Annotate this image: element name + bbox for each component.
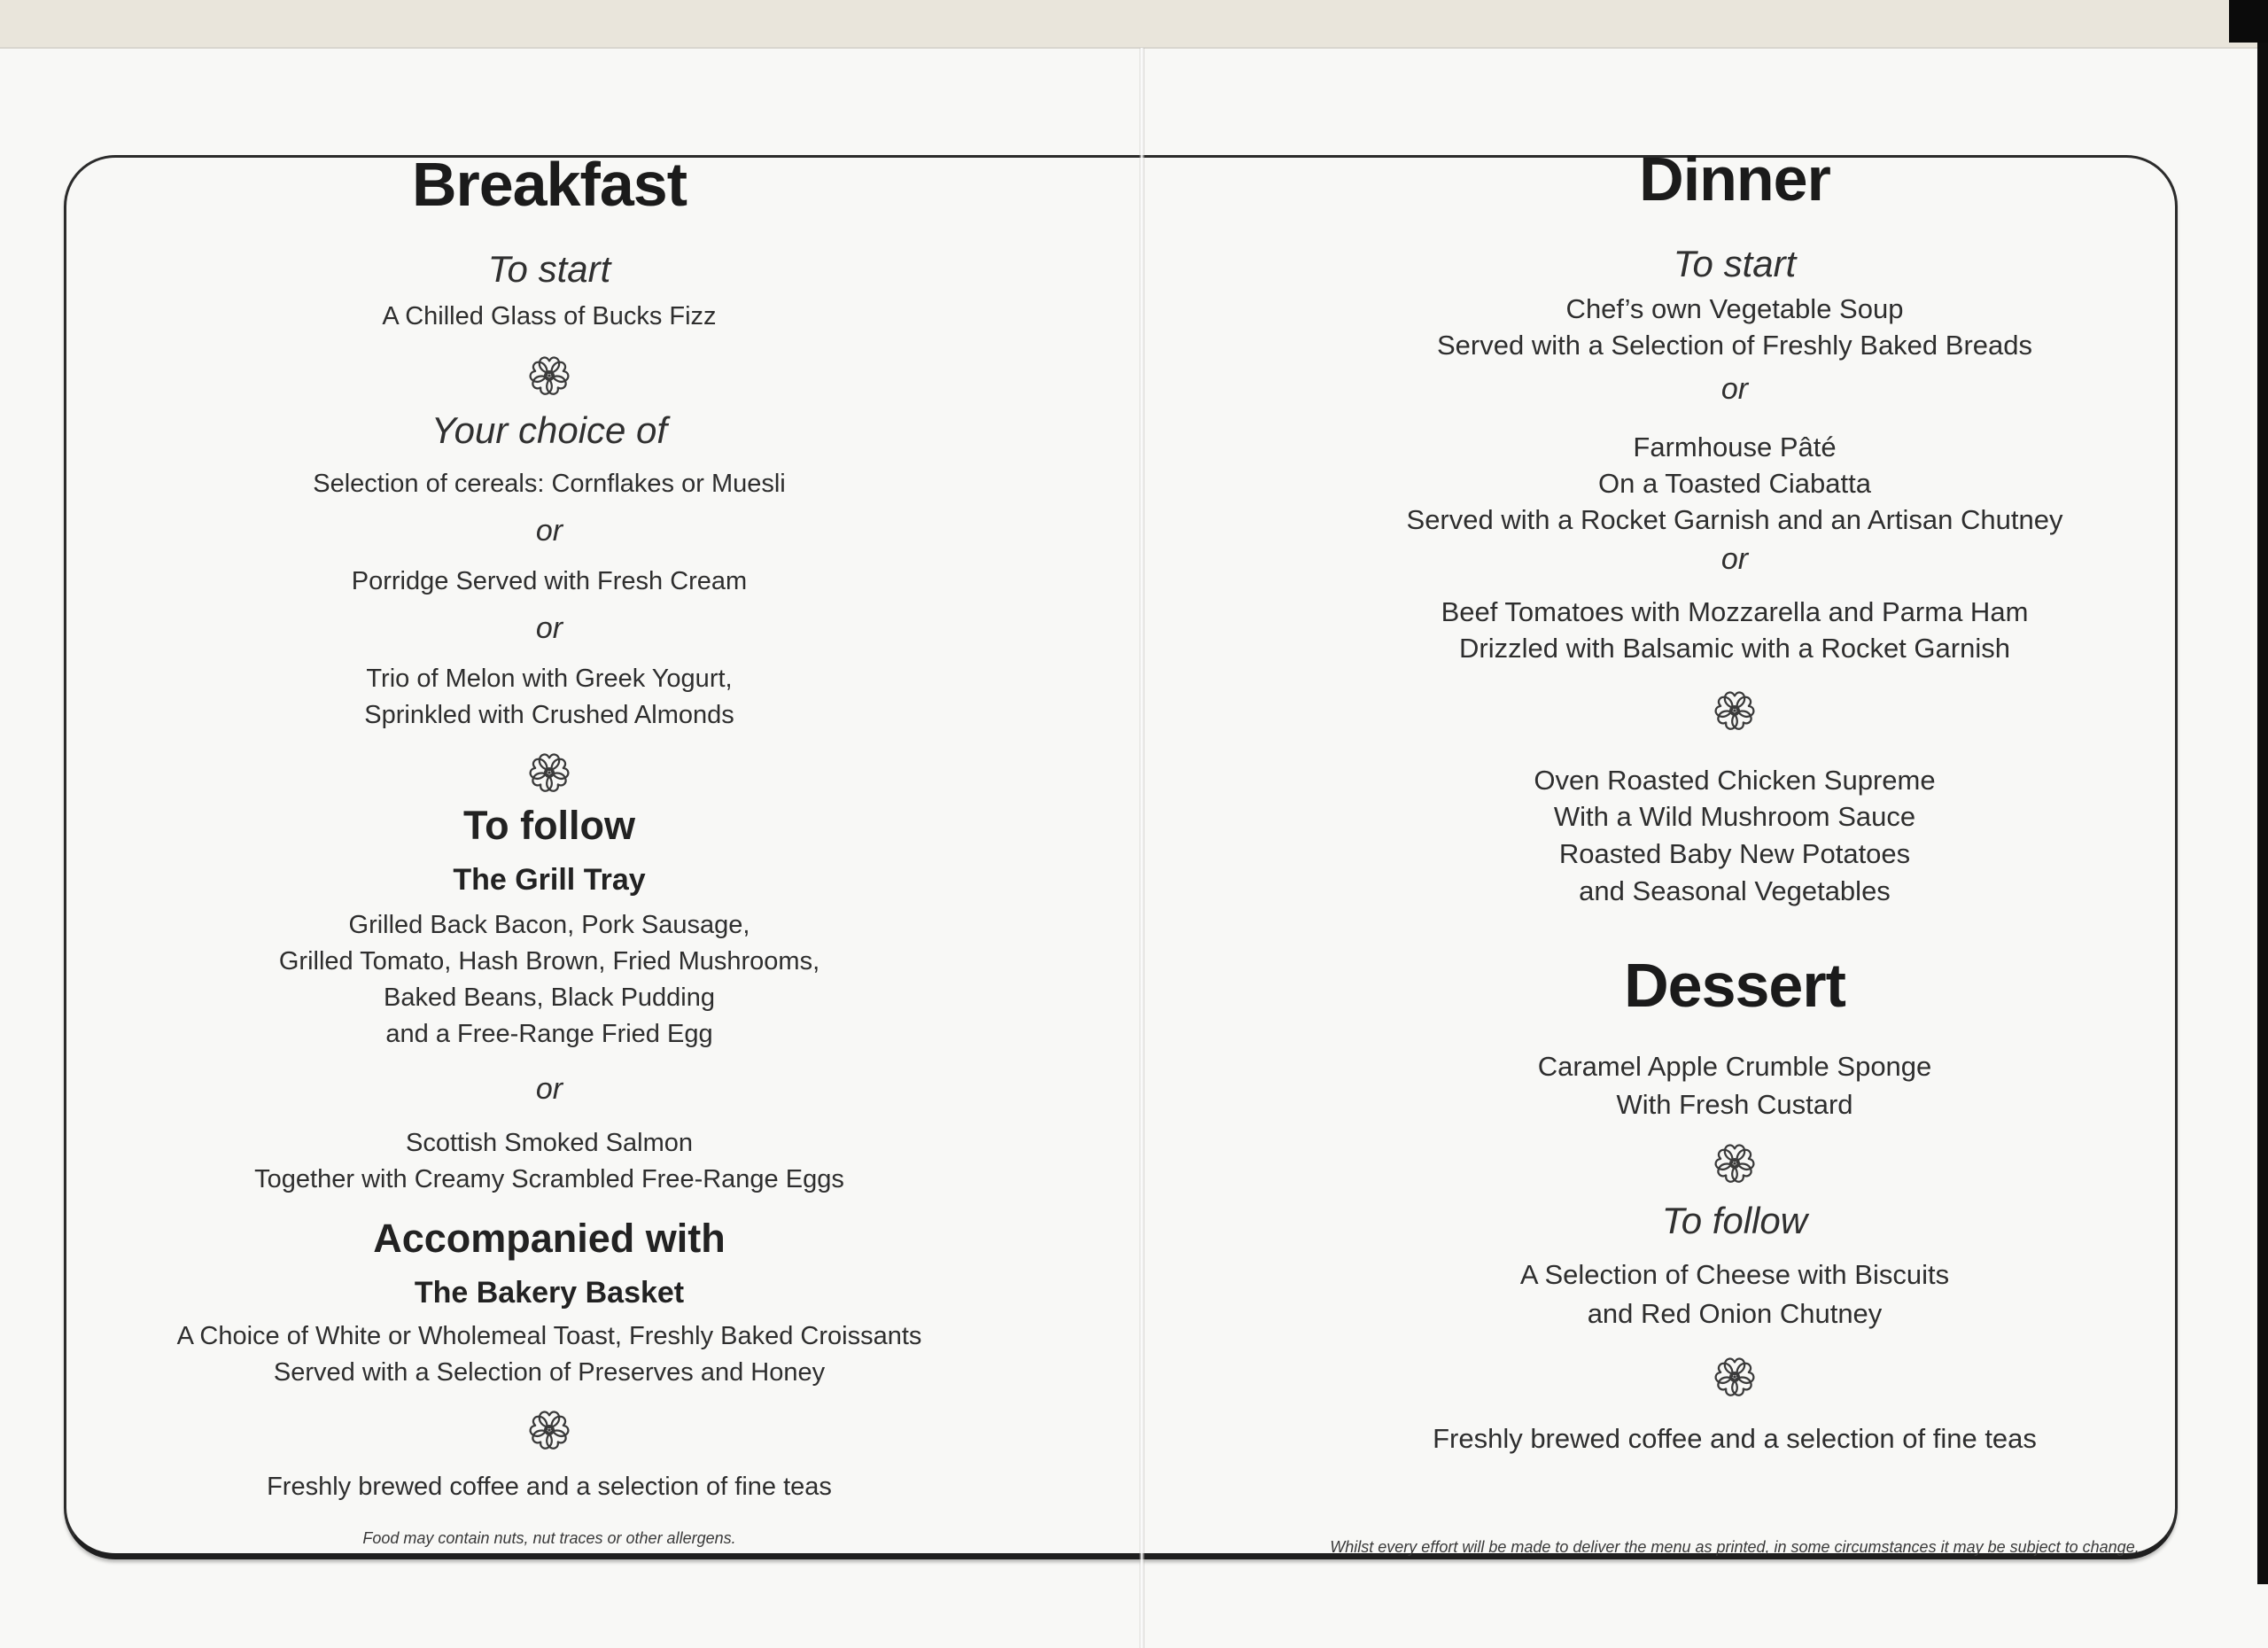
menu-item: With Fresh Custard <box>1616 1089 1853 1120</box>
menu-item: Sprinkled with Crushed Almonds <box>364 701 734 729</box>
menu-item: and a Free-Range Fried Egg <box>385 1020 713 1048</box>
or-separator: or <box>1720 372 1749 406</box>
menu-item: On a Toasted Ciabatta <box>1598 468 1871 499</box>
dessert-title: Dessert <box>1624 951 1845 1020</box>
scanner-bed-strip <box>0 0 2268 48</box>
breakfast-to-follow-label: To follow <box>462 803 636 848</box>
dinner-title: Dinner <box>1639 144 1830 214</box>
menu-item: Together with Creamy Scrambled Free-Range Eggs <box>254 1165 844 1193</box>
menu-item: Served with a Selection of Preserves and Honey <box>273 1358 826 1387</box>
menu-item: Oven Roasted Chicken Supreme <box>1534 765 1936 796</box>
flower-ornament-icon <box>1712 688 1758 734</box>
page-top-edge <box>0 47 2268 49</box>
menu-item: Freshly brewed coffee and a selection of fine teas <box>1433 1423 2037 1454</box>
menu-item: Caramel Apple Crumble Sponge <box>1537 1051 1932 1082</box>
flower-ornament-icon <box>526 1407 572 1453</box>
menu-item: Farmhouse Pâté <box>1633 431 1837 463</box>
breakfast-to-start-label: To start <box>487 248 611 290</box>
flower-ornament-icon <box>1712 1140 1758 1186</box>
grill-tray-heading: The Grill Tray <box>453 863 646 897</box>
fold-crease <box>1139 48 1145 1648</box>
flower-ornament-icon <box>526 353 572 399</box>
menu-item: Chef’s own Vegetable Soup <box>1565 293 1904 324</box>
menu-item: Baked Beans, Black Pudding <box>383 983 716 1012</box>
flower-ornament-icon <box>1712 1354 1758 1400</box>
or-separator: or <box>535 514 563 548</box>
menu-item: and Seasonal Vegetables <box>1579 875 1891 906</box>
breakfast-title: Breakfast <box>411 150 687 219</box>
scanner-dark-edge <box>2257 0 2268 1584</box>
menu-item: Drizzled with Balsamic with a Rocket Garnish <box>1459 633 2010 664</box>
menu-item: Served with a Selection of Freshly Baked Breads <box>1436 330 2033 361</box>
menu-item: A Selection of Cheese with Biscuits <box>1519 1259 1950 1290</box>
menu-item: Trio of Melon with Greek Yogurt, <box>366 665 733 693</box>
accompanied-with-heading: Accompanied with <box>373 1216 726 1261</box>
or-separator: or <box>1720 542 1749 576</box>
dessert-to-follow-label: To follow <box>1661 1200 1808 1241</box>
menu-item: A Choice of White or Wholemeal Toast, Freshly Baked Croissants <box>176 1322 922 1350</box>
menu-item: Beef Tomatoes with Mozzarella and Parma Ham <box>1441 596 2029 627</box>
flower-ornament-icon <box>526 750 572 796</box>
menu-item: Porridge Served with Fresh Cream <box>351 567 748 595</box>
menu-item: Scottish Smoked Salmon <box>406 1129 693 1157</box>
allergen-footnote: Food may contain nuts, nut traces or other allergens. <box>362 1529 736 1547</box>
breakfast-your-choice-label: Your choice of <box>431 409 668 451</box>
bakery-basket-heading: The Bakery Basket <box>414 1276 685 1310</box>
menu-item: Selection of cereals: Cornflakes or Muesli <box>313 470 786 498</box>
menu-item: Grilled Back Bacon, Pork Sausage, <box>348 911 750 939</box>
menu-item: and Red Onion Chutney <box>1587 1298 1883 1329</box>
menu-item: Served with a Rocket Garnish and an Artisan Chutney <box>1406 504 2063 535</box>
menu-item: Roasted Baby New Potatoes <box>1558 838 1911 869</box>
or-separator: or <box>535 611 563 645</box>
dinner-to-start-label: To start <box>1673 243 1797 284</box>
menu-item: A Chilled Glass of Bucks Fizz <box>382 302 717 330</box>
menu-change-footnote: Whilst every effort will be made to deliver the menu as printed, in some circumstances it may be subject to change. <box>1330 1538 2140 1556</box>
scanner-dark-corner <box>2229 0 2268 43</box>
menu-item: With a Wild Mushroom Sauce <box>1553 801 1916 832</box>
menu-item: Freshly brewed coffee and a selection of fine teas <box>267 1473 832 1501</box>
or-separator: or <box>535 1072 563 1106</box>
menu-item: Grilled Tomato, Hash Brown, Fried Mushrooms, <box>278 947 820 976</box>
